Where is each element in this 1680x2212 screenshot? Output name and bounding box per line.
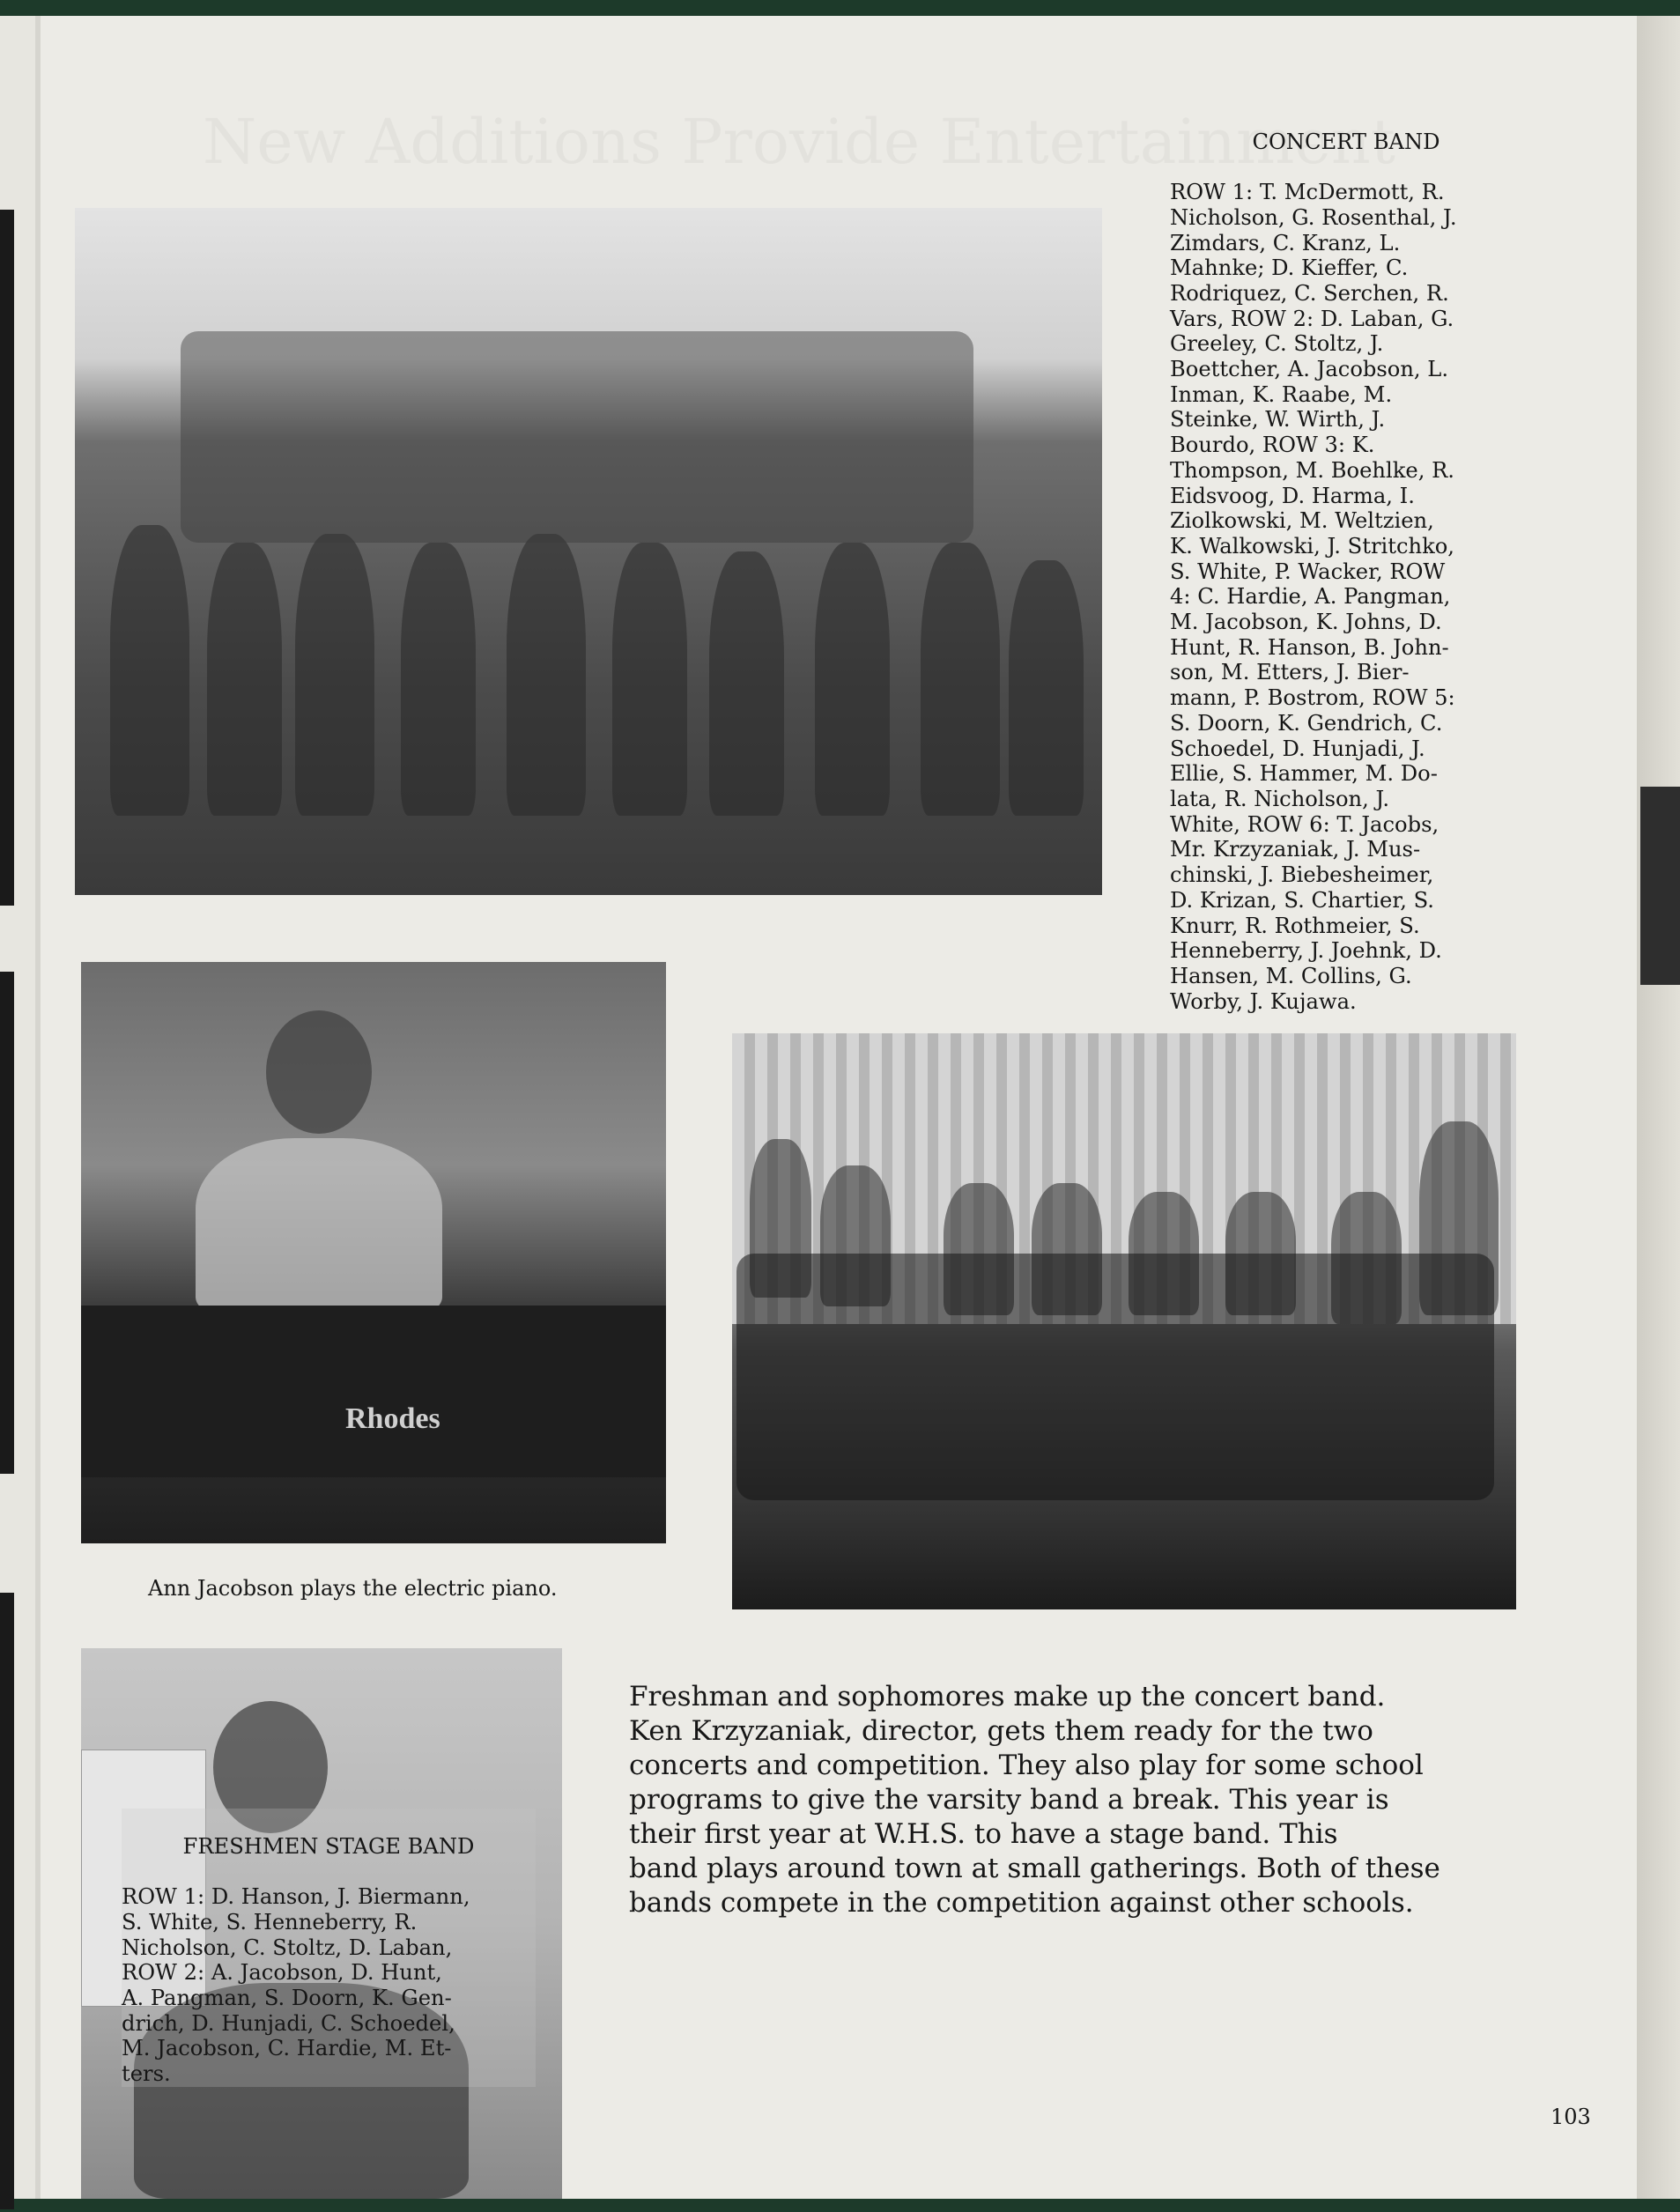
piano-body [81, 1306, 666, 1477]
concert-band-photo [75, 208, 1102, 895]
story-paragraph: Freshman and sophomores make up the concert band. Ken Krzyzaniak, director, gets them ready for the two concerts and competition. They also play for some school programs to give the varsity band a break. This year is their first year at W.H.S. to have a stage band. This band plays around town at small gatherings. Both of these bands compete in the competition against other schools. [629, 1681, 1440, 1919]
page-number: 103 [1550, 2105, 1591, 2129]
stage-band-photo [732, 1033, 1516, 1609]
next-page-edge [1637, 16, 1680, 2199]
concert-band-caption [1170, 104, 1522, 1014]
stage-band-heading: FRESHMEN STAGE BAND [182, 1833, 475, 1859]
electric-piano-photo [81, 962, 666, 1543]
stage-band-caption [122, 1809, 536, 2087]
facing-page-edge [0, 16, 36, 2199]
concert-band-roster: ROW 1: T. McDermott, R. Nicholson, G. Rosenthal, J. Zimdars, C. Kranz, L. Mahnke; D. Kieffer, C. Rodriquez, C. Serchen, R. Vars, ROW 2: D. Laban, G. Greeley, C. Stoltz, J. Boettcher, A. Jacobson, L. Inman, K. Raabe, M. Steinke, W. Wirth, J. Bourdo, ROW 3: K. Thompson, M. Boehlke, R. Eidsvoog, D. Harma, I. Ziolkowski, M. Weltzien, K. Walkowski, J. Stritchko, S. White, P. Wacker, ROW 4: C. Hardie, A. Pangman, M. Jacobson, K. Johns, D. Hunt, R. Hanson, B. John- son, M. Etters, J. Bier- mann, P. Bostrom, ROW 5: S. Doorn, K. Gendrich, C. Schoedel, D. Hunjadi, J. Ellie, S. Hammer, M. Do- lata, R. Nicholson, J. White, ROW 6: T. Jacobs, Mr. Krzyzaniak, J. Mus- chinski, J. Biebesheimer, D. Krizan, S. Chartier, S. Knurr, R. Rothmeier, S. Henneberry, J. Joehnk, D. Hansen, M. Collins, G. Worby, J. Kujawa. [1170, 180, 1457, 1014]
stage-band-roster: ROW 1: D. Hanson, J. Biermann, S. White, S. Henneberry, R. Nicholson, C. Stoltz, D. Laban, ROW 2: A. Jacobson, D. Hunt, A. Pangman, S. Doorn, K. Gen- drich, D. Hunjadi, C. Schoedel, M. Jacobson, C. Hardie, M. Et- ters. [122, 1884, 470, 2087]
piano-brand-logo: Rhodes [345, 1402, 440, 1435]
concert-band-heading: CONCERT BAND [1252, 129, 1440, 154]
piano-photo-caption: Ann Jacobson plays the electric piano. [148, 1576, 558, 1601]
